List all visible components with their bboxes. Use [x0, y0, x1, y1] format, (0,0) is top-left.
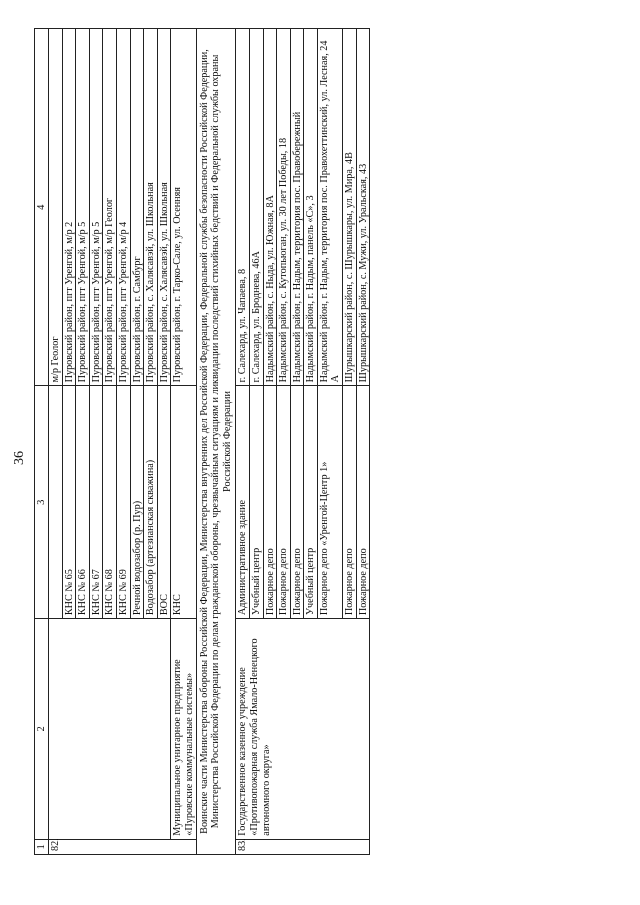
table-row [236, 29, 250, 855]
header-col-1: 1 [35, 839, 49, 854]
section-heading: Воинские части Министерства обороны Российской Федерации, Министерства внутренних дел Российской Федерации, Федеральной службы безопасности Российской Федерации, Министерства Российской Федерации по делам гражданской обороны, чрезвычайным ситуациям и ликвидации последствий стихийных бедствий и Федеральной службы охраны Российской Федерации [196, 29, 236, 855]
address-cell: г. Салехард, ул. Броднева, 46А [249, 29, 263, 386]
row-num: 83. [236, 839, 370, 854]
address-cell: Надымский район, г. Надым, панель «С», 3 [304, 29, 318, 386]
address-cell: Пуровский район, с. Халясавэй, ул. Школьная [144, 29, 158, 386]
object-cell: Учебный центр [304, 386, 318, 619]
address-cell: Пуровский район, пгт Уренгой, м/р 5 [76, 29, 90, 386]
object-cell: Пожарное депо «Уренгой-Центр 1» [317, 386, 342, 619]
address-cell: Надымский район, с. Ныда, ул. Южная, 8А [263, 29, 277, 386]
address-cell: Пуровский район, пгт Уренгой, м/р Геолог [103, 29, 117, 386]
address-cell: Надымский район, г. Надым, территория пос. Правохеттинский, ул. Лесная, 24 А [317, 29, 342, 386]
section-heading-row [196, 29, 236, 855]
object-cell: Пожарное депо [290, 386, 304, 619]
object-cell: КНС № 68 [103, 386, 117, 619]
object-cell: Водозабор (артезианская скважина) [144, 386, 158, 619]
page-number: 36 [12, 451, 27, 465]
table-row [171, 29, 196, 855]
object-cell: ВОС [157, 386, 171, 619]
address-cell: Надымский район, с. Кутопьюган, ул. 30 лет Победы, 18 [277, 29, 291, 386]
org-cell: Муниципальное унитарное предприятие «Пуровские коммунальные системы» [171, 619, 196, 840]
object-cell [49, 386, 63, 619]
header-col-3: 3 [35, 386, 49, 619]
org-cell [49, 619, 171, 840]
object-cell: КНС № 67 [89, 386, 103, 619]
object-cell: Учебный центр [249, 386, 263, 619]
address-cell: Пуровский район, пгт Уренгой, м/р 4 [116, 29, 130, 386]
object-cell: КНС № 69 [116, 386, 130, 619]
header-col-2: 2 [35, 619, 49, 840]
object-cell: Пожарное депо [356, 386, 370, 619]
object-cell: Пожарное депо [263, 386, 277, 619]
object-cell: Административное здание [236, 386, 250, 619]
address-cell: Пуровский район, г. Самбург [130, 29, 144, 386]
address-cell: Пуровский район, пгт Уренгой, м/р 5 [89, 29, 103, 386]
address-cell: м/р Геолог [49, 29, 63, 386]
table-row [49, 29, 63, 855]
object-cell: КНС № 66 [76, 386, 90, 619]
address-cell: Пуровский район, пгт Уренгой, м/р 2 [62, 29, 76, 386]
header-col-4: 4 [35, 29, 49, 386]
object-cell: Пожарное депо [343, 386, 357, 619]
object-cell: КНС № 65 [62, 386, 76, 619]
address-cell: г. Салехард, ул. Чапаева, 8 [236, 29, 250, 386]
object-cell: Пожарное депо [277, 386, 291, 619]
address-cell: Пуровский район, с. Халясавэй, ул. Школьная [157, 29, 171, 386]
address-cell: Шурышкарский район, с. Шурышкары, ул. Мира, 4В [343, 29, 357, 386]
object-cell: КНС [171, 386, 196, 619]
header-row [35, 29, 49, 855]
row-num: 82. [49, 839, 197, 854]
address-cell: Надымский район, г. Надым, территория пос. Правобережный [290, 29, 304, 386]
address-cell: Пуровский район, г. Тарко-Сале, ул. Осенняя [171, 29, 196, 386]
objects-table [34, 28, 370, 855]
address-cell: Шурышкарский район, с. Мужи, ул. Уральская, 43 [356, 29, 370, 386]
org-cell: Государственное казенное учреждение «Противопожарная служба Ямало-Ненецкого автономного округа» [236, 619, 370, 840]
object-cell: Речной водозабор (р. Пур) [130, 386, 144, 619]
